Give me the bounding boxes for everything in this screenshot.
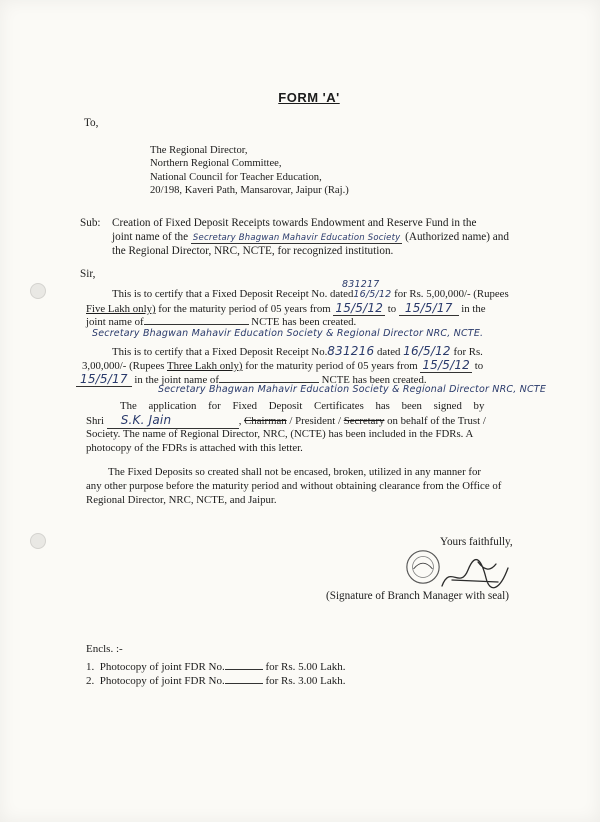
handwritten-from-date: 15/5/12 xyxy=(335,301,384,315)
para3-line1: The application for Fixed Deposit Certificates has been signed by xyxy=(120,400,485,412)
handwritten-joint-name: Secretary Bhagwan Mahavir Education Society & Regional Director NRC, NCTE xyxy=(158,384,547,395)
handwritten-society-name: Secretary Bhagwan Mahavir Education Society xyxy=(192,233,401,243)
enclosure-item: 2. Photocopy of joint FDR No. for Rs. 3.00 Lakh. xyxy=(86,675,346,687)
para3-line2: Shri S.K. Jain , Chairman / President / Secretary on behalf of the Trust / xyxy=(86,413,486,427)
para2-line2: 3,00,000/- (Rupees Three Lakh only) for the maturity period of 05 years from 15/5/12 to xyxy=(82,358,484,372)
handwritten-fdr-number: 831216 xyxy=(327,344,375,358)
para1-line3: joint name of NCTE has been created. xyxy=(86,316,357,328)
handwritten-joint-name: Secretary Bhagwan Mahavir Education Society & Regional Director NRC, NCTE. xyxy=(92,328,484,339)
handwritten-date: 16/5/12 xyxy=(403,344,451,358)
bank-seal-stamp xyxy=(404,548,442,586)
address-line: National Council for Teacher Education, xyxy=(150,171,322,183)
punch-hole xyxy=(30,283,46,299)
para4-line1: The Fixed Deposits so created shall not be encased, broken, utilized in any manner for xyxy=(108,466,481,478)
para3-line4: photocopy of the FDRs is attached with this letter. xyxy=(86,442,303,454)
address-line: 20/198, Kaveri Path, Mansarovar, Jaipur (Raj.) xyxy=(150,185,349,197)
handwritten-signatory-name: S.K. Jain xyxy=(107,414,239,429)
subject-line-3: the Regional Director, NRC, NCTE, for recognized institution. xyxy=(112,245,394,257)
to-line: To, xyxy=(84,117,99,129)
subject-line-1: Creation of Fixed Deposit Receipts towards Endowment and Reserve Fund in the xyxy=(112,217,477,229)
para2-line1: This is to certify that a Fixed Deposit Receipt No.831216 dated 16/5/12 for Rs. xyxy=(112,344,483,358)
enclosures xyxy=(86,642,346,688)
address-line: Northern Regional Committee, xyxy=(150,158,282,170)
signature-caption: (Signature of Branch Manager with seal) xyxy=(326,590,509,602)
para2-line3: 15/5/17 in the joint name of NCTE has been created. xyxy=(76,373,427,388)
form-title: FORM 'A' xyxy=(278,90,340,105)
handwritten-date: 16/5/12 xyxy=(353,289,392,300)
salutation: Sir, xyxy=(80,268,96,280)
subject-label: Sub: xyxy=(80,217,101,229)
para4-line2: any other purpose before the maturity period and without obtaining clearance from the Office of xyxy=(86,480,502,492)
handwritten-to-date: 15/5/17 xyxy=(76,372,132,387)
para3-line3: Society. The name of Regional Director, NRC, (NCTE) has been included in the FDRs. A xyxy=(86,428,474,440)
handwritten-fdr-number: 831217 xyxy=(342,279,380,290)
enclosure-item: 1. Photocopy of joint FDR No. for Rs. 5.00 Lakh. xyxy=(86,661,346,673)
para4-line3: Regional Director, NRC, NCTE, and Jaipur. xyxy=(86,494,277,506)
handwritten-to-date: 15/5/17 xyxy=(399,301,459,316)
handwritten-from-date: 15/5/12 xyxy=(422,358,471,372)
para1-line2: Five Lakh only) for the maturity period of 05 years from 15/5/12 to 15/5/17 in the xyxy=(86,301,486,315)
para1-line1: This is to certify that a Fixed Deposit Receipt No. dated16/5/12 for Rs. 5,00,000/- (Rupees xyxy=(112,288,509,300)
enclosures-label: Encls. :- xyxy=(86,643,123,655)
closing: Yours faithfully, xyxy=(440,536,513,548)
recipient-address xyxy=(150,144,349,198)
punch-hole xyxy=(30,533,46,549)
subject-line-2: joint name of the Secretary Bhagwan Mahavir Education Society (Authorized name) and xyxy=(112,231,509,243)
address-line: The Regional Director, xyxy=(150,145,248,156)
